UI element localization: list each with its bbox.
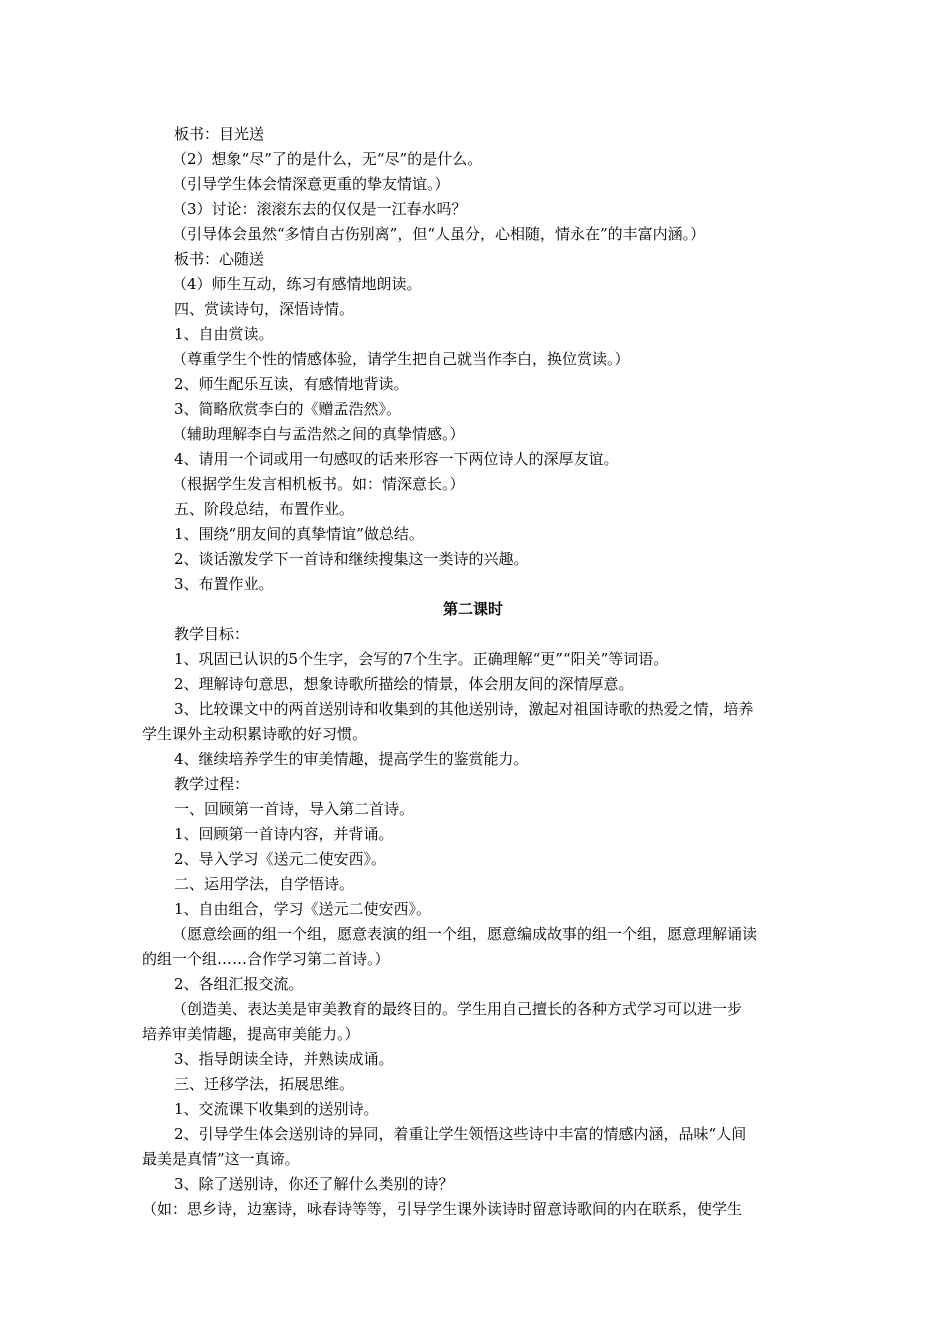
- text-line: 1、回顾第一首诗内容，并背诵。: [174, 825, 394, 843]
- text-line: 教学过程：: [174, 775, 250, 793]
- text-line: 3、简略欣赏李白的《赠孟浩然》。: [174, 400, 402, 418]
- text-line: 板书：心随送: [174, 250, 265, 268]
- text-line: 3、除了送别诗，你还了解什么类别的诗？: [174, 1175, 454, 1193]
- text-line: （创造美、表达美是审美教育的最终目的。学生用自己擅长的各种方式学习可以进一步: [172, 1000, 743, 1018]
- text-line: 4、继续培养学生的审美情趣，提高学生的鉴赏能力。: [174, 750, 529, 768]
- text-line: 1、交流课下收集到的送别诗。: [174, 1100, 379, 1118]
- text-line: 1、围绕“朋友间的真挚情谊”做总结。: [174, 525, 424, 543]
- document-body: [142, 122, 804, 1222]
- text-line: 2、理解诗句意思，想象诗歌所描绘的情景，体会朋友间的深情厚意。: [174, 675, 634, 693]
- text-line: 培养审美情趣，提高审美能力。）: [142, 1025, 360, 1043]
- text-line: 3、布置作业。: [174, 575, 274, 593]
- text-line: 2、引导学生体会送别诗的异同，着重让学生领悟这些诗中丰富的情感内涵，品味“人间: [174, 1125, 747, 1143]
- lesson-two-section: [142, 622, 804, 1222]
- text-line: 五、阶段总结，布置作业。: [174, 500, 355, 518]
- text-line: （引导体会虽然“多情自古伤别离”，但“人虽分，心相随，情永在”的丰富内涵。）: [172, 225, 706, 243]
- section-heading: 第二课时: [442, 600, 503, 618]
- text-line: 2、谈话激发学下一首诗和继续搜集这一类诗的兴趣。: [174, 550, 529, 568]
- text-line: 4、请用一个词或用一句感叹的话来形容一下两位诗人的深厚友谊。: [174, 450, 619, 468]
- text-line: 四、赏读诗句，深悟诗情。: [174, 300, 355, 318]
- text-line: （4）师生互动，练习有感情地朗读。: [172, 275, 422, 293]
- text-line: 2、各组汇报交流。: [174, 975, 304, 993]
- text-line: （3）讨论：滚滚东去的仅仅是一江春水吗？: [172, 200, 467, 218]
- lesson-one-continuation: [142, 122, 804, 597]
- text-line: 二、运用学法，自学悟诗。: [174, 875, 355, 893]
- text-line: 3、比较课文中的两首送别诗和收集到的其他送别诗，激起对祖国诗歌的热爱之情，培养: [174, 700, 754, 718]
- text-line: （愿意绘画的组一个组，愿意表演的组一个组，愿意编成故事的组一个组，愿意理解诵读: [172, 925, 758, 943]
- text-line: （尊重学生个性的情感体验，请学生把自己就当作李白，换位赏读。）: [172, 350, 630, 368]
- text-line: 最美是真情”这一真谛。: [142, 1150, 300, 1168]
- text-line: （辅助理解李白与孟浩然之间的真挚情感。）: [172, 425, 465, 443]
- text-line: 2、师生配乐互读，有感情地背读。: [174, 375, 409, 393]
- text-line: 三、迁移学法，拓展思维。: [174, 1075, 355, 1093]
- text-line: 1、自由赏读。: [174, 325, 274, 343]
- text-line: 的组一个组……合作学习第二首诗。）: [142, 950, 390, 968]
- text-line: （根据学生发言相机板书。如：情深意长。）: [172, 475, 465, 493]
- text-line: （如：思乡诗，边塞诗，咏春诗等等，引导学生课外读诗时留意诗歌间的内在联系，使学生: [142, 1200, 743, 1218]
- text-line: 1、自由组合，学习《送元二使安西》。: [174, 900, 432, 918]
- text-line: 板书：目光送: [174, 125, 265, 143]
- text-line: 一、回顾第一首诗，导入第二首诗。: [174, 800, 415, 818]
- text-line: 2、导入学习《送元二使安西》。: [174, 850, 387, 868]
- text-line: 3、指导朗读全诗，并熟读成诵。: [174, 1050, 394, 1068]
- text-line: 教学目标：: [174, 625, 250, 643]
- text-line: 学生课外主动积累诗歌的好习惯。: [142, 725, 368, 743]
- text-line: （引导学生体会情深意更重的挚友情谊。）: [172, 175, 450, 193]
- text-line: （2）想象“尽”了的是什么，无“尽”的是什么。: [172, 150, 483, 168]
- text-line: 1、巩固已认识的5个生字，会写的7个生字。正确理解“更”“阳关”等词语。: [174, 650, 669, 668]
